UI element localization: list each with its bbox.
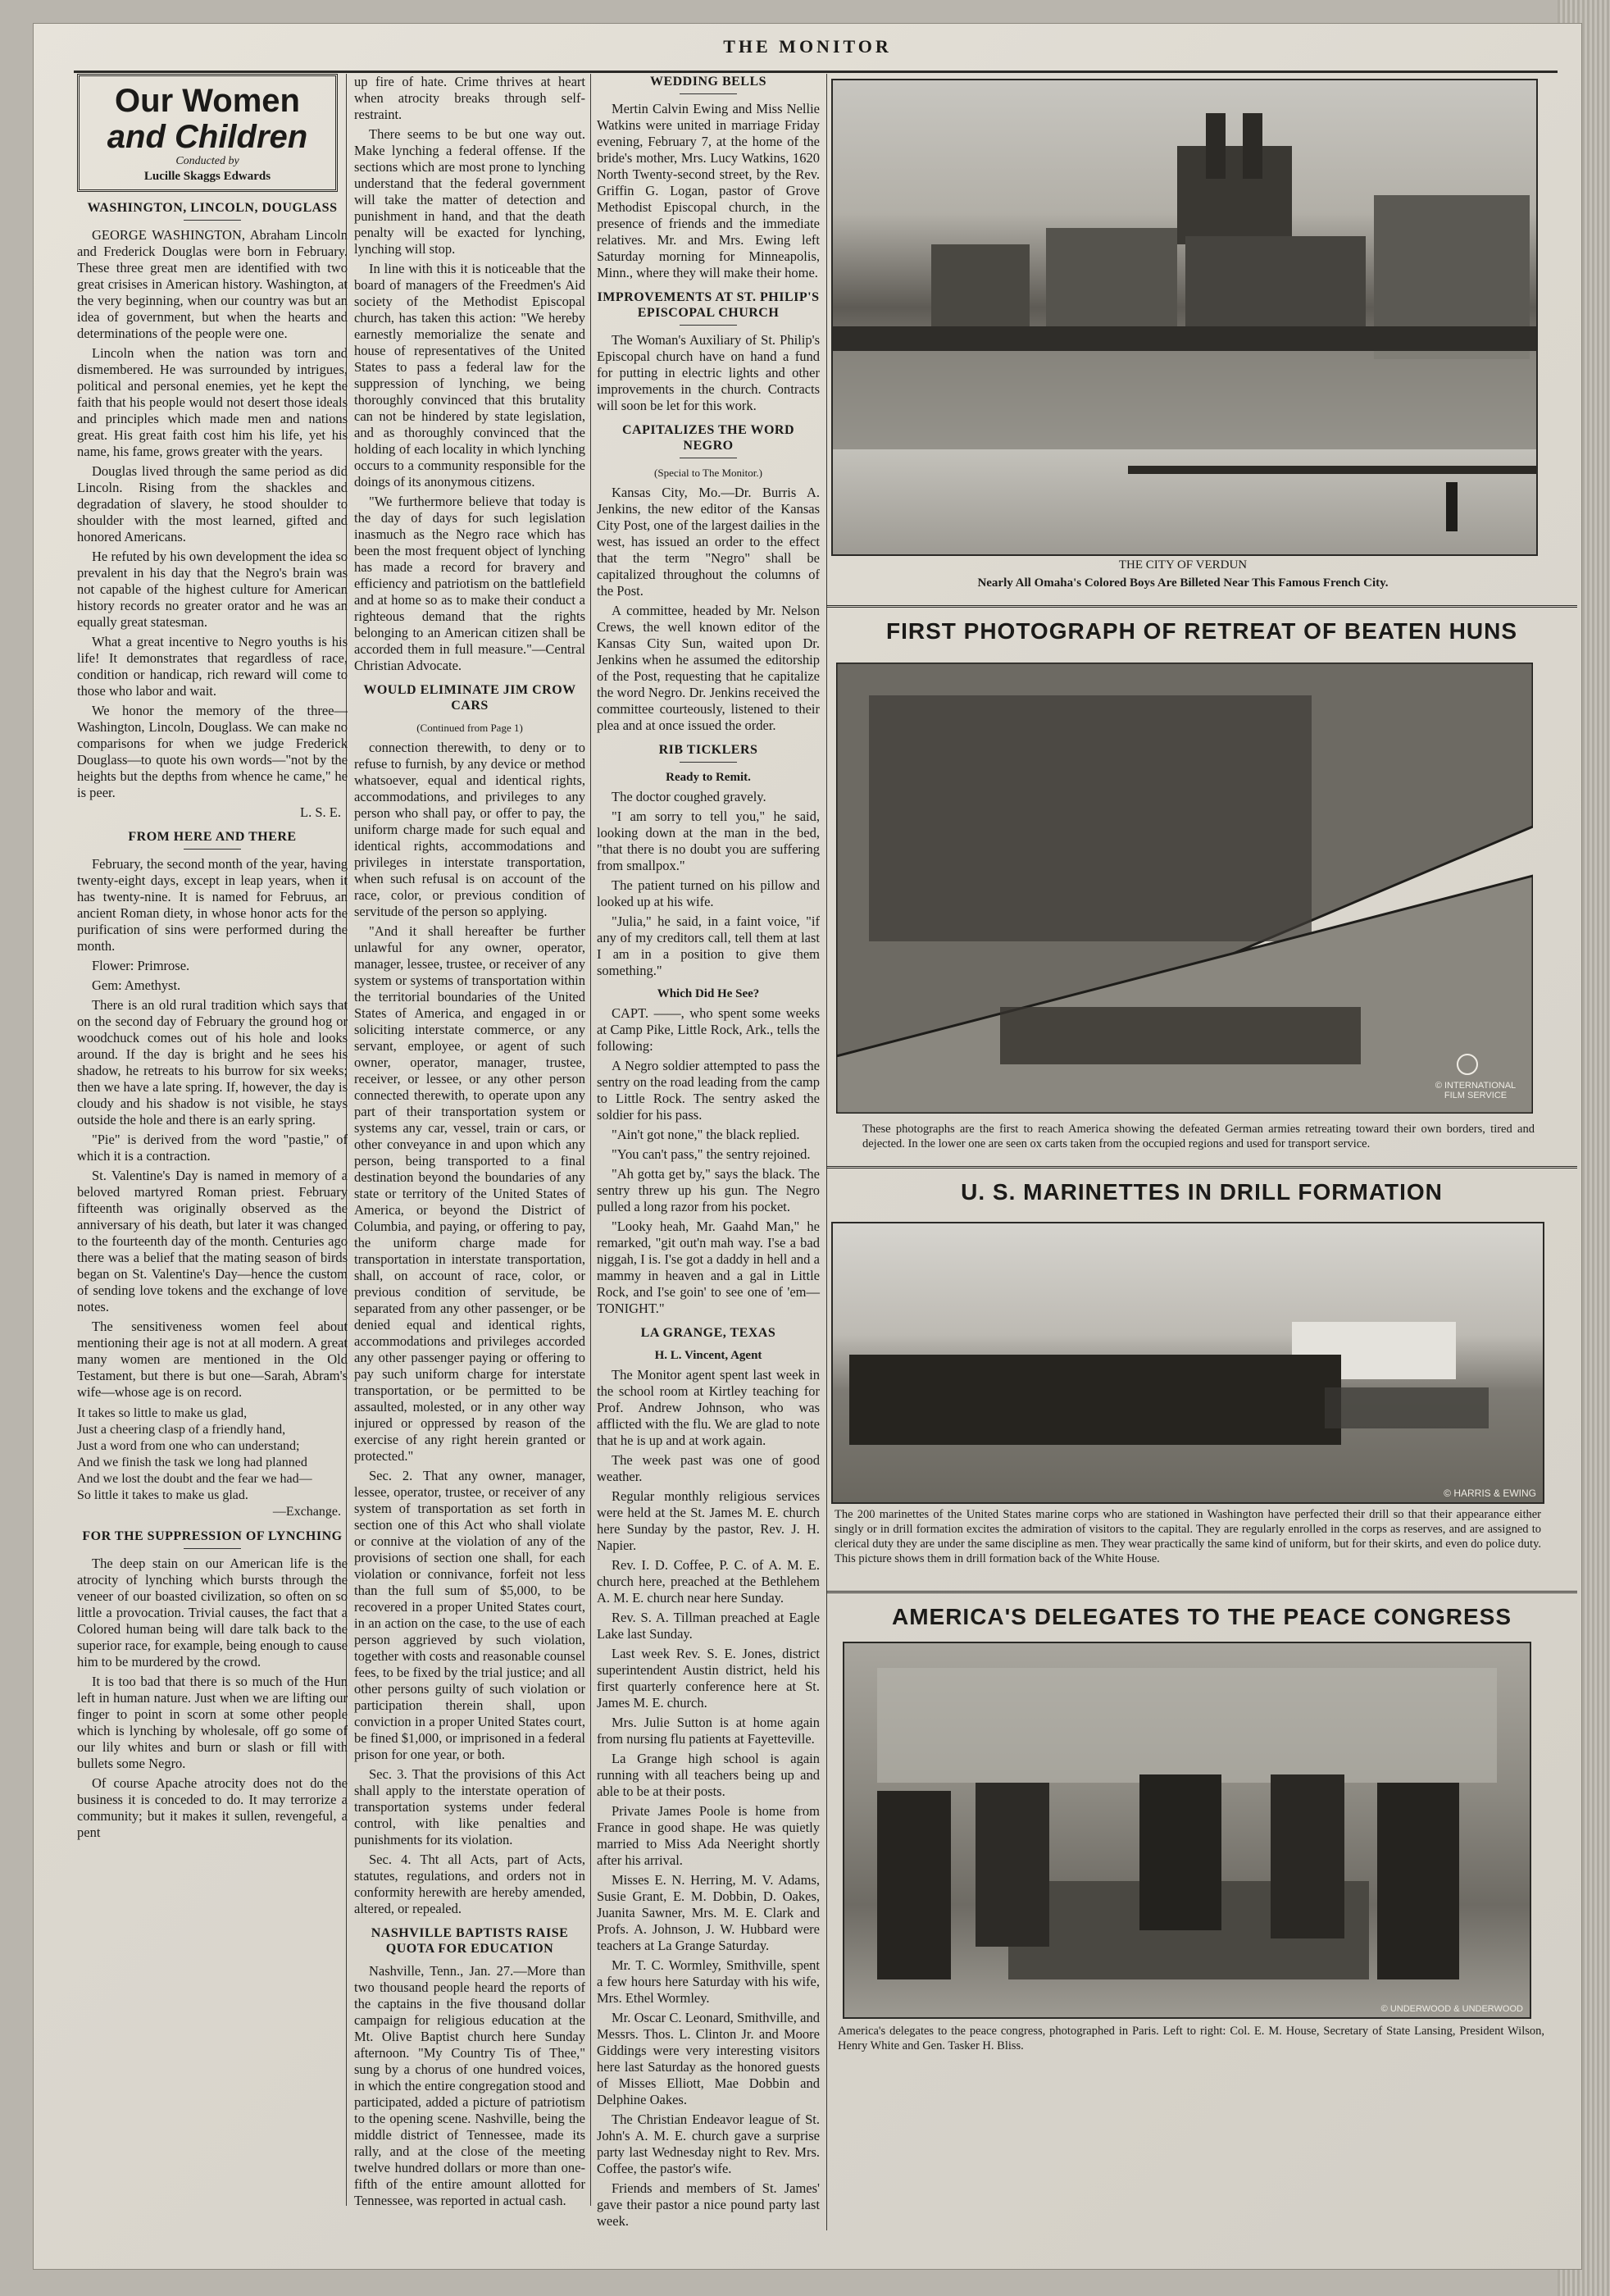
article-paragraph: Rev. S. A. Tillman preached at Eagle Lake last Sunday.: [597, 1610, 820, 1642]
masthead-rule: [74, 71, 1558, 73]
section-rule: [826, 605, 1577, 608]
article-headline: CAPITALIZES THE WORD NEGRO: [597, 422, 820, 458]
article-headline: RIB TICKLERS: [597, 742, 820, 763]
huns-photos: [836, 663, 1533, 1114]
agent-line: H. L. Vincent, Agent: [654, 1349, 762, 1362]
poem-line: And we lost the doubt and the fear we had—: [77, 1472, 312, 1486]
article-paragraph: Douglas lived through the same period as did Lincoln. Rising from the shackles and degradation of slavery, he stood shoulder to shoulder with the most learned, gifted and honored Americans.: [77, 463, 348, 544]
marinettes-banner: U. S. MARINETTES IN DRILL FORMATION: [961, 1179, 1443, 1205]
article-paragraph: Kansas City, Mo.—Dr. Burris A. Jenkins, the new editor of the Kansas City Post, one of the largest dailies in the west, has issued an order to the effect that the term "Negro" shall be capitalized throughout the columns of the Post.: [597, 485, 820, 599]
column-1: [77, 74, 348, 1844]
delegates-photo-credit: © UNDERWOOD & UNDERWOOD: [1380, 2004, 1523, 2014]
article-paragraph: Nashville, Tenn., Jan. 27.—More than two thousand people heard the reports of the captains in the five thousand dollar campaign for religious education at the Mt. Olive Baptist church here Sunday afternoon. "My Country Tis of Thee," sung by a chorus of one hundred voices, in which the entire congregation stood and participated, added a picture of patriotism to the opening scene. Nashville, being the middle district of Tennessee, made its rally, and at the close of the meeting twelve hundred dollars or more than one-fifth of the entire amount allotted for Tennessee, was reported in actual cash.: [354, 1963, 585, 2208]
article-paragraph: "You can't pass," the sentry rejoined.: [612, 1146, 811, 1162]
conducted-by-label: Conducted by: [175, 155, 239, 167]
joke-title: Which Did He See?: [657, 987, 760, 1000]
article-paragraph: "And it shall hereafter be further unlawful for any owner, operator, manager, lessee, trustee, or receiver of any system or systems of transportation within the territorial boundaries of the United States of America, and engaged in or soliciting interstate commerce, or any servant, employee, or agent of such owner, operator, manager, trustee, receiver, or lessee, or any other person connected therewith, to operate upon any part of their transportation system or systems any car, vessel, train or cars, or other conveyance in and upon which any person, being transported to a final destination beyond the boundaries of any state or territory of the United States of America, or beyond the District of Columbia, and paying, or offering to pay, the uniform charge made for transportation in interstate transportation, shall, on account of race, color, or previous condition of servitude, be separated from any other passenger, or be denied equal and identical rights, accommodations and privileges accorded any other passenger paying or offering to pay such uniform charge for interstate transportation, or be permitted to be assaulted, molested, or in any other way injured or oppressed by reason of the exercise of any right herein granted or protected.": [354, 923, 585, 1464]
article-paragraph: The doctor coughed gravely.: [612, 789, 766, 804]
article-paragraph: February, the second month of the year, having twenty-eight days, except in leap years, when it has twenty-nine. It is named for Februus, an ancient Roman diety, in whose honor acts for the purification of sins were performed during the month.: [77, 856, 348, 954]
article-paragraph: Lincoln when the nation was torn and dismembered. He was surrounded by intrigues, political and personal enemies, yet he kept the faith that his people would not desert those ideals and principles which made men and nations great. His great faith cost him his life, yet his name, his fame, grows greater with the years.: [77, 345, 348, 459]
article-paragraph: Of course Apache atrocity does not do the business it is conceded to do. It may terrorize a community; but it makes it sullen, revengeful, a pent: [77, 1775, 348, 1840]
article-paragraph: "Julia," he said, in a faint voice, "if any of my creditors call, tell them at last I am in a position to give them something.": [597, 913, 820, 978]
article-headline: WEDDING BELLS: [597, 74, 820, 94]
article-paragraph: "Looky heah, Mr. Gaahd Man," he remarked, "git out'n mah way. I'se a bad niggah, I is. I'se got a daddy in hell and a mammy in heaven and a gal in Little Rock, and I'se goin' to see one of 'em—TONIGHT.": [597, 1219, 820, 1316]
marinettes-photo-credit: © HARRIS & EWING: [1444, 1487, 1536, 1499]
article-paragraph: He refuted by his own development the idea so prevalent in his day that the Negro's brain was not capable of the highest culture for American history records no greater orator and he was an equally great statesman.: [77, 549, 348, 630]
article-paragraph: The Monitor agent spent last week in the school room at Kirtley teaching for Prof. Andrew Johnson, who was afflicted with the flu. We are glad to note that he is up and at work again.: [597, 1367, 820, 1448]
column-title-line1: Our Women: [115, 83, 300, 119]
continued-note: (Continued from Page 1): [416, 722, 523, 734]
article-paragraph: A Negro soldier attempted to pass the sentry on the road leading from the camp to Little Rock. The sentry asked the soldier for his pass.: [597, 1058, 820, 1123]
article-headline: WOULD ELIMINATE JIM CROW CARS: [363, 683, 576, 713]
article-paragraph: "I am sorry to tell you," he said, looking down at the man in the bed, "that there is no doubt you are suffering from smallpox.": [597, 809, 820, 873]
article-paragraph: Last week Rev. S. E. Jones, district superintendent Austin district, held his first quarterly conference here at St. James M. E. church.: [597, 1646, 820, 1711]
poem-line: And we finish the task we long had planned: [77, 1456, 307, 1469]
editor-name: Lucille Skaggs Edwards: [143, 170, 271, 183]
article-paragraph: There seems to be but one way out. Make lynching a federal offense. If the sections which are most prone to lynching understand that the federal government will take the matter of detection and punishment in hand, and that the death penalty will be exacted for lynching, lynching will stop.: [354, 126, 585, 257]
article-paragraph: GEORGE WASHINGTON, Abraham Lincoln and Frederick Douglas were born in February. These three great men are identified with two great crisises in American history. Washington, at the very beginning, when our country was but an idea of government, but when the hearts and determinations of the people were one.: [77, 227, 348, 341]
verdun-caption: Nearly All Omaha's Colored Boys Are Billeted Near This Famous French City.: [977, 576, 1389, 590]
article-paragraph: We honor the memory of the three—Washington, Lincoln, Douglass. We can make no comparisons for when we judge Frederick Douglass—to quote his own words—"not by the heights but the depths from whence he came," he is peer.: [77, 703, 348, 800]
article-paragraph: St. Valentine's Day is named in memory of a beloved martyred Roman priest. February fifteenth was originally observed as the anniversary of his death, but later it was changed to the fourteenth day of the month. Centuries ago there was a belief that the mating season of birds began on St. Valentine's Day—hence the custom of sending love tokens and the exchange of love notes.: [77, 1168, 348, 1314]
article-paragraph: Sec. 4. Tht all Acts, part of Acts, statutes, regulations, and orders not in conformity herewith are hereby amended, altered, or repealed.: [354, 1852, 585, 1916]
delegates-banner: AMERICA'S DELEGATES TO THE PEACE CONGRESS: [891, 1604, 1512, 1629]
article-paragraph: The sensitiveness women feel about mentioning their age is not at all modern. A great many women are mentioned in the Old Testament, but there is but one—Sarah, Abram's wife—whose age is on record.: [77, 1319, 348, 1400]
gem-line: Gem: Amethyst.: [92, 977, 181, 993]
article-paragraph: The deep stain on our American life is the atrocity of lynching which bursts through the veneer of our boasted civilization, so often on so little a provocation. Trivial causes, the fact that a Colored human being will dare talk back to the superior race, for example, being enough to cause him to be murdered by the crowd.: [77, 1556, 348, 1670]
article-paragraph: Mertin Calvin Ewing and Miss Nellie Watkins were united in marriage Friday evening, February 7, at the home of the bride's mother, Mrs. Lucy Watkins, 1620 North Twenty-second street, by the Rev. Griffin G. Logan, pastor of Grove Methodist Episcopal church, in the presence of friends and the immediate relatives. Mr. and Mrs. Ewing left Saturday morning for Minneapolis, Minn., where they will make their home.: [597, 101, 820, 280]
poem-line: It takes so little to make us glad,: [77, 1406, 248, 1420]
poem-line: So little it takes to make us glad.: [77, 1488, 248, 1502]
article-paragraph: Rev. I. D. Coffee, P. C. of A. M. E. church here, preached at the Bethlehem A. M. E. church near here Sunday.: [597, 1557, 820, 1606]
column-heading-box: [77, 74, 338, 192]
article-paragraph: Sec. 3. That the provisions of this Act shall apply to the interstate operation of transportation systems under federal control, with like penalties and punishments for its violation.: [354, 1766, 585, 1847]
article-paragraph: Friends and members of St. James' gave their pastor a nice pound party last week.: [597, 2180, 820, 2229]
verdun-title: THE CITY OF VERDUN: [1118, 558, 1248, 572]
article-paragraph: "Pie" is derived from the word "pastie," of which it is a contraction.: [77, 1132, 348, 1164]
flower-line: Flower: Primrose.: [92, 958, 190, 973]
article-paragraph: Private James Poole is home from France in good shape. He was quietly married to Miss Ada Neeright shortly after his arrival.: [597, 1803, 820, 1868]
delegates-scene: [844, 1643, 1530, 2017]
article-paragraph: Mr. Oscar C. Leonard, Smithville, and Messrs. Thos. L. Clinton Jr. and Moore Giddings were very interesting visitors here last Saturday as the honored guests of Misses Elliott, Mae Dobbin and Delphine Oakes.: [597, 2010, 820, 2107]
author-initials: L. S. E.: [300, 804, 341, 820]
section-rule: [826, 1591, 1577, 1593]
delegates-caption: America's delegates to the peace congress, photographed in Paris. Left to right: Col. E. M. House, Secretary of State Lansing, President Wilson, Henry White and Gen. Tasker H. Bliss.: [838, 2025, 1544, 2052]
article-paragraph: Misses E. N. Herring, M. V. Adams, Susie Grant, E. M. Dobbin, D. Oakes, Juanita Sawner, Mrs. M. E. Clark and Profs. A. Johnson, J. W. Hubbard were teachers at La Grange Saturday.: [597, 1872, 820, 1953]
huns-photo-group: [836, 663, 1533, 1114]
poem-line: Just a cheering clasp of a friendly hand,: [77, 1423, 286, 1437]
marinettes-photo: [831, 1222, 1544, 1504]
huns-photo-credit: © INTERNATIONAL FILM SERVICE: [1435, 1081, 1517, 1100]
verdun-cityscape: [833, 80, 1536, 554]
masthead: [33, 36, 1582, 72]
joke-title: Ready to Remit.: [666, 771, 751, 784]
column-rule: [590, 74, 591, 2206]
huns-caption: These photographs are the first to reach America showing the defeated German armies retreating toward their own borders, tired and dejected. In the lower one are seen ox carts taken from the occupied regions and used for transport service.: [862, 1123, 1535, 1150]
article-paragraph: "Ah gotta get by," says the black. The sentry threw up his gun. The Negro pulled a long razor from his pocket.: [597, 1166, 820, 1214]
delegates-photo: [843, 1642, 1531, 2019]
article-headline: NASHVILLE BAPTISTS RAISE QUOTA FOR EDUCATION: [371, 1926, 569, 1956]
poem: [77, 1405, 348, 1520]
verdun-photo: [831, 79, 1538, 556]
article-headline: WASHINGTON, LINCOLN, DOUGLASS: [77, 200, 348, 221]
huns-banner: FIRST PHOTOGRAPH OF RETREAT OF BEATEN HUNS: [885, 618, 1517, 644]
column-2: [354, 74, 585, 2212]
article-paragraph: In line with this it is noticeable that the board of managers of the Freedmen's Aid society of the Methodist Episcopal church, has taken this action: "We hereby earnestly memorialize the senate and house of representatives of the United States to pass a federal law for the suppression of lynching, we being thoroughly convinced that this brutality can not be hindered by state legislation, and as thoroughly convinced that the holding of each locality in which lynching occurs to a community responsible for the doings of its anonymous citizens.: [354, 261, 585, 490]
article-paragraph: A committee, headed by Mr. Nelson Crews, the well known editor of the Kansas City Sun, waited upon Dr. Jenkins when he assumed the editorship of the Post, requesting that he capitalize the word Negro. Dr. Jenkins received the committee courteously, listened to their plea and at once issued the order.: [597, 603, 820, 733]
column-title-line2: and Children: [107, 119, 308, 155]
article-paragraph: "Ain't got none," the black replied.: [612, 1127, 800, 1142]
masthead-title: THE MONITOR: [723, 36, 892, 57]
article-paragraph: La Grange high school is again running with all teachers being up and able to be at their posts.: [597, 1751, 820, 1799]
article-paragraph: Mrs. Julie Sutton is at home again from nursing flu patients at Fayetteville.: [597, 1715, 820, 1747]
section-rule: [826, 1166, 1577, 1168]
article-paragraph: up fire of hate. Crime thrives at heart when atrocity breaks through self-restraint.: [354, 74, 585, 122]
newspaper-page: [33, 23, 1582, 2270]
column-3: [597, 74, 820, 2233]
poem-line: Just a word from one who can understand;: [77, 1439, 300, 1453]
article-paragraph: "We furthermore believe that today is the day of days for such legislation inasmuch as the Negro race which has been the most frequent object of lynching has made a record for bravery and efficiency and patriotism on the battlefield and at home so as to make their conduct a righteous demand that the rights belonging to an American citizen shall be accorded them in full measure."—Central Christian Advocate.: [354, 494, 585, 673]
poem-credit: —Exchange.: [272, 1505, 341, 1519]
article-paragraph: The week past was one of good weather.: [597, 1452, 820, 1484]
article-paragraph: Regular monthly religious services were held at the St. James M. E. church here Sunday by the pastor, Rev. J. H. Napier.: [597, 1488, 820, 1553]
article-headline: IMPROVEMENTS AT ST. PHILIP'S EPISCOPAL CHURCH: [597, 289, 820, 326]
article-headline: FOR THE SUPPRESSION OF LYNCHING: [77, 1528, 348, 1549]
marinettes-scene: [833, 1223, 1543, 1502]
marinettes-caption: The 200 marinettes of the United States marine corps who are stationed in Washington have perfected their drill so that their appearance either singly or in drill formation excites the admiration of visitors to the capital. They are regularly enrolled in the corps as reserves, and are assigned to clerical duty they are under the same discipline as men. They wear practically the same kind of uniform, but for their skirts, and even do police duty. This picture shows them in drill formation back of the White House.: [835, 1508, 1541, 1565]
article-headline: FROM HERE AND THERE: [77, 829, 348, 850]
article-paragraph: The patient turned on his pillow and looked up at his wife.: [597, 877, 820, 909]
article-headline: LA GRANGE, TEXAS: [640, 1326, 776, 1340]
article-paragraph: There is an old rural tradition which says that on the second day of February the ground hog or woodchuck comes out of his hole and looks around. If the day is bright and he sees his shadow, he retreats to his burrow for six weeks; then we have a late spring. If, however, the day is cloudy and his shadow is not visible, he stays outside the hole and there is an early spring.: [77, 997, 348, 1128]
article-paragraph: CAPT. ——, who spent some weeks at Camp Pike, Little Rock, Ark., tells the following:: [597, 1005, 820, 1054]
special-note: (Special to The Monitor.): [654, 467, 762, 479]
article-paragraph: Mr. T. C. Wormley, Smithville, spent a few hours here Saturday with his wife, Mrs. Ethel Wormley.: [597, 1957, 820, 2006]
article-paragraph: What a great incentive to Negro youths is his life! It demonstrates that regardless of race, condition or handicap, rich reward will come to those who labor and wait.: [77, 634, 348, 699]
article-paragraph: It is too bad that there is so much of the Hun left in human nature. Just when we are lifting our finger to point in scorn at some other people which is lynching by wholesale, off go some of our lily whites and burn or slash or fill with bullets some Negro.: [77, 1674, 348, 1771]
article-paragraph: The Christian Endeavor league of St. John's A. M. E. church gave a surprise party last Wednesday night to Rev. Mrs. Coffee, the pastor's wife.: [597, 2112, 820, 2176]
article-paragraph: connection therewith, to deny or to refuse to furnish, by any device or method whatsoever, equal and identical rights, accommodations, and privileges to any person who shall pay, or offer to pay, the uniform charge made for such equal and identical rights, accommodations and privileges in interstate transportation, when such refusal is on account of the race, color, or previous condition of servitude of the person so applying.: [354, 740, 585, 919]
article-paragraph: Sec. 2. That any owner, manager, lessee, operator, trustee, or receiver of any system of transportation as set forth in section one of this Act who shall violate or connive at the violation of any of the provisions of section one shall, for each violation or connivance, forfeit not less than the full sum of $5,000, to be recovered in a proper United States court, in an action on the case, to the use of each person aggrieved by such violation, together with costs and reasonable counsel fees, to be fixed by the trial justice; and all other persons guilty of such violation or participation therein shall, upon conviction in a proper United States court, be fined $1,000, or imprisoned in a federal prison for one year, or both.: [354, 1468, 585, 1762]
photo-column: [826, 74, 1577, 2222]
article-paragraph: The Woman's Auxiliary of St. Philip's Episcopal church have on hand a fund for putting in electric lights and other improvements in the church. Contracts will soon be let for this work.: [597, 332, 820, 413]
